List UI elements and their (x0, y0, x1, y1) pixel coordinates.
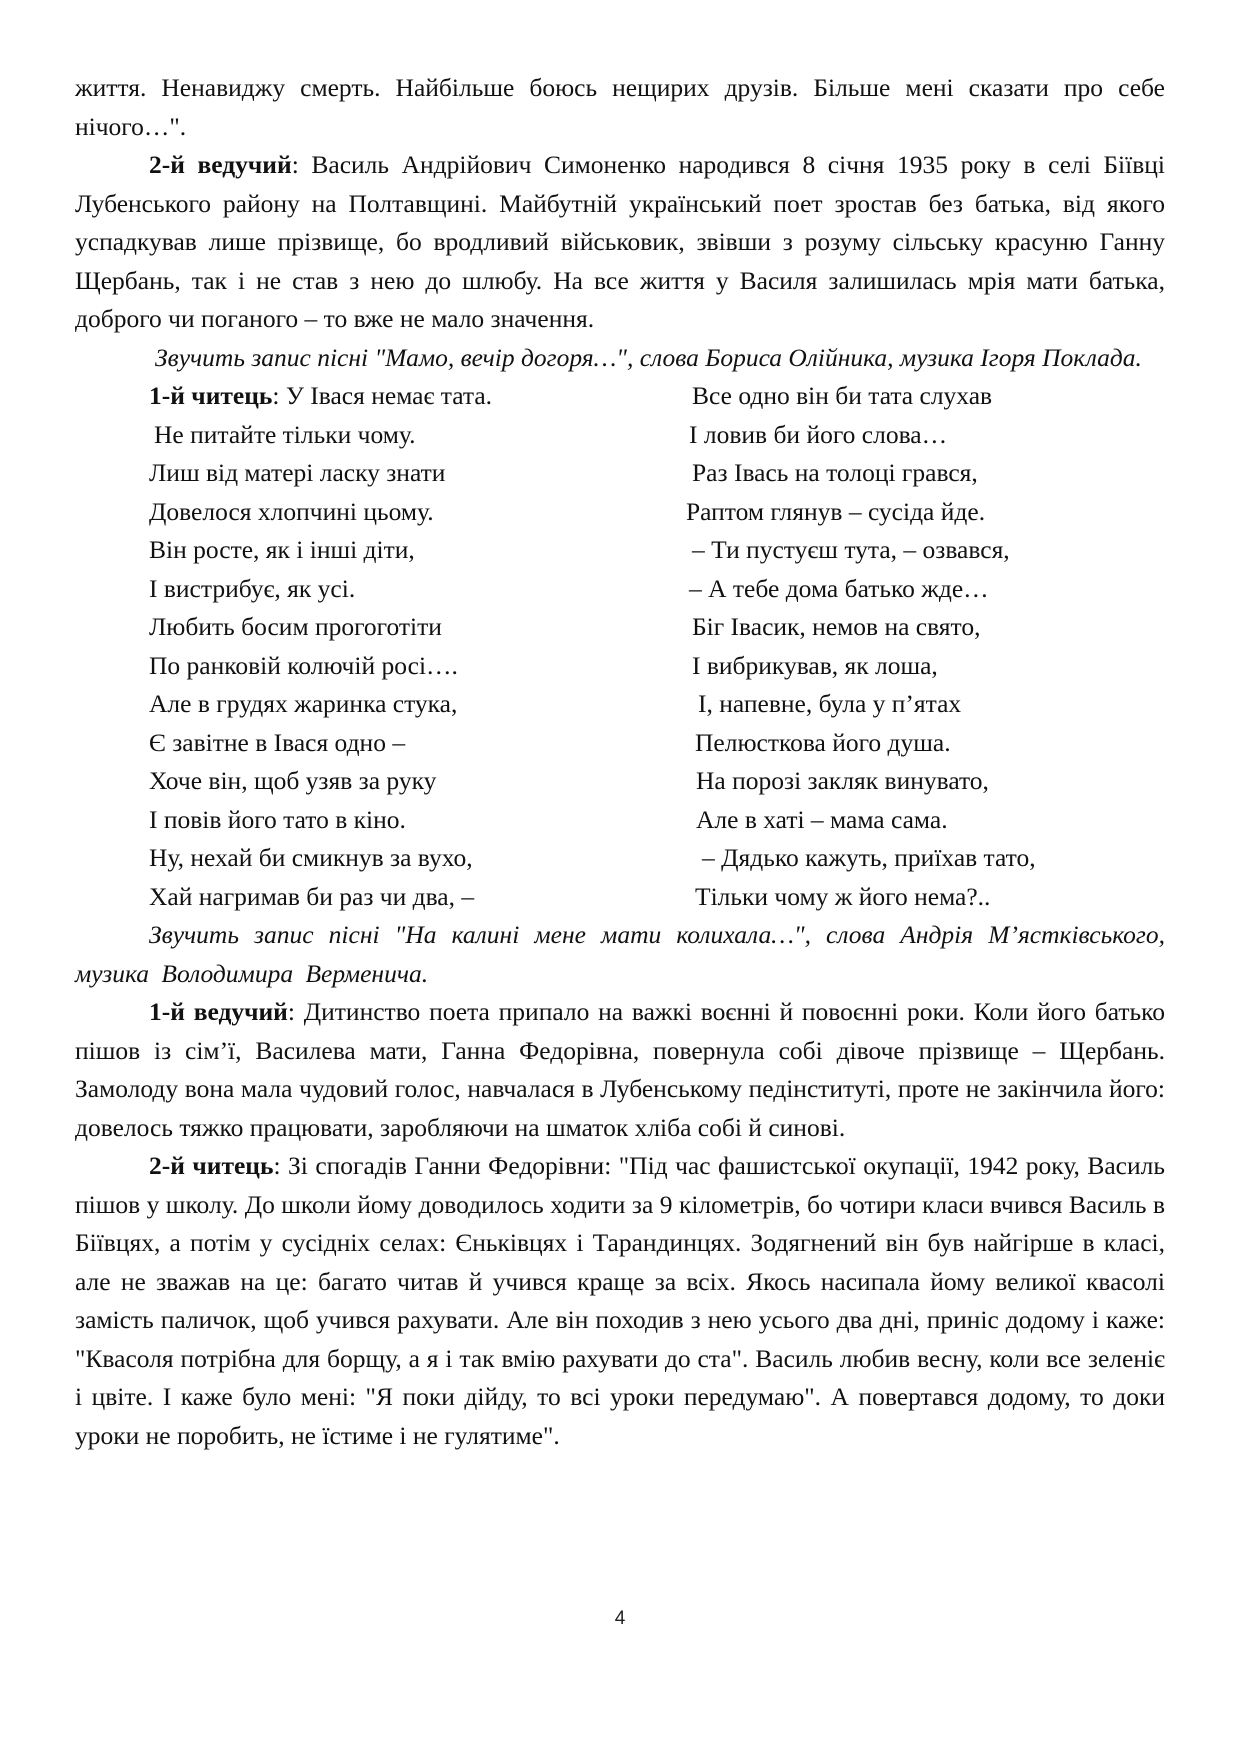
poem-line: Тільки чому ж його нема?.. (695, 881, 991, 911)
poem-line: По ранковій колючій росі…. (149, 650, 458, 680)
paragraph-text: : Василь Андрійович Симоненко народився 8 січня 1935 року в селі Біївці Лубенського району на Полтавщині. Майбутній український поет зростав без батька, від якого успадкував лише прізвище, бо вродливий військовик, звівши з розуму сільську красуню Ганну Щербань, так і не став з нею до шлюбу. На все життя у Василя залишилась мрія мати батька, доброго чи поганого – то вже не мало значення. (75, 150, 1165, 333)
poem-line-text: : У Івася немає тата. (272, 381, 493, 410)
poem-line: Все одно він би тата слухав (692, 381, 993, 410)
poem-line: Ну, нехай би смикнув за вухо, (149, 843, 473, 872)
poem-line: Біг Івасик, немов на свято, (692, 612, 981, 641)
poem-line: – Ти пустуєш тута, – озвався, (692, 535, 1010, 564)
stage-direction-song-1: Звучить запис пісні "Мамо, вечір догоря…", слова Бориса Олійника, музика Ігоря Поклада. (155, 342, 1142, 372)
poem-line: Лиш від матері ласку знати (149, 458, 446, 487)
poem-line: На порозі закляк винувато, (696, 766, 989, 795)
poem-right-column (686, 377, 1165, 916)
paragraph-host-2 (75, 146, 1165, 339)
poem-line (149, 377, 692, 416)
paragraph-text: : Дитинство поета припало на важкі воєнні й повоєнні роки. Коли його батько пішов із сім’ї, Василева мати, Ганна Федорівна, повернула собі дівоче прізвище – Щербань. Замолоду вона мала чудовий голос, навчалася в Лубенському педінституті, проте не закінчила його: довелось тяжко працювати, заробляючи на шматок хліба собі й синові. (75, 997, 1165, 1142)
text-body (75, 69, 1165, 1455)
poem-line: Пелюсткова його душа. (695, 727, 951, 757)
speaker-label: 1-й ведучий (149, 997, 288, 1026)
poem-line: Довелося хлопчині цьому. (149, 496, 434, 526)
poem-left-column (75, 377, 692, 916)
poem-line: І, напевне, була у п’ятах (698, 689, 962, 718)
poem (75, 377, 1165, 916)
poem-line: І вибрикував, як лоша, (692, 650, 938, 680)
poem-line: Хай нагримав би раз чи два, – (149, 881, 475, 911)
poem-line: Не питайте тільки чому. (154, 419, 416, 449)
paragraph-continuation: життя. Ненавиджу смерть. Найбільше боюсь нещирих друзів. Більше мені сказати про себе нічого…". (75, 73, 1165, 141)
speaker-label: 1-й читець (149, 381, 273, 410)
poem-line: – А тебе дома батько жде… (689, 573, 989, 603)
paragraph-text: : Зі спогадів Ганни Федорівни: "Під час фашистської окупації, 1942 року, Василь пішов у школу. До школи йому доводилось ходити за 9 кілометрів, бо чотири класи вчився Василь в Біївцях, а потім у сусідніх селах: Єньківцях і Тарандинцях. Зодягнений він був найгірше в класі, але не зважав на це: багато читав й учився краще за всіх. Якось насипала йому великої квасолі замість паличок, щоб учився рахувати. Але він походив з нею усього два дні, приніс додому і каже: "Квасоля потрібна для борщу, а я і так вмію рахувати до ста". Василь любив весну, коли все зеленіє і цвіте. І каже було мені: "Я поки дійду, то всі уроки передумаю". А повертався додому, то доки уроки не поробить, не їстиме і не гулятиме". (75, 1151, 1165, 1450)
stage-direction-song-2: Звучить запис пісні "На калині мене мати колихала…", слова Андрія М’ястківського, музика Володимира Верменича. (75, 920, 1165, 988)
poem-line: Любить босим прогоготіти (149, 612, 442, 641)
paragraph-reader-2 (75, 1147, 1165, 1455)
poem-line: Хоче він, щоб узяв за руку (149, 766, 437, 795)
paragraph-host-1 (75, 993, 1165, 1147)
speaker-label: 2-й ведучий (149, 150, 292, 179)
poem-line: І ловив би його слова… (689, 419, 948, 449)
poem-line: Є завітне в Івася одно – (149, 727, 406, 757)
poem-line: – Дядько кажуть, приїхав тато, (702, 843, 1036, 872)
speaker-label: 2-й читець (149, 1151, 274, 1180)
poem-line: Раптом глянув – сусіда йде. (686, 496, 986, 526)
poem-line: Раз Івась на толоці грався, (692, 458, 978, 487)
poem-line: І повів його тато в кіно. (149, 804, 406, 834)
poem-line: Але в хаті – мама сама. (696, 804, 948, 834)
poem-line: І вистрибує, як усі. (149, 573, 356, 603)
poem-line: Він росте, як і інші діти, (149, 535, 415, 564)
poem-line: Але в грудях жаринка стука, (149, 689, 458, 718)
page-number: 4 (614, 1608, 626, 1629)
